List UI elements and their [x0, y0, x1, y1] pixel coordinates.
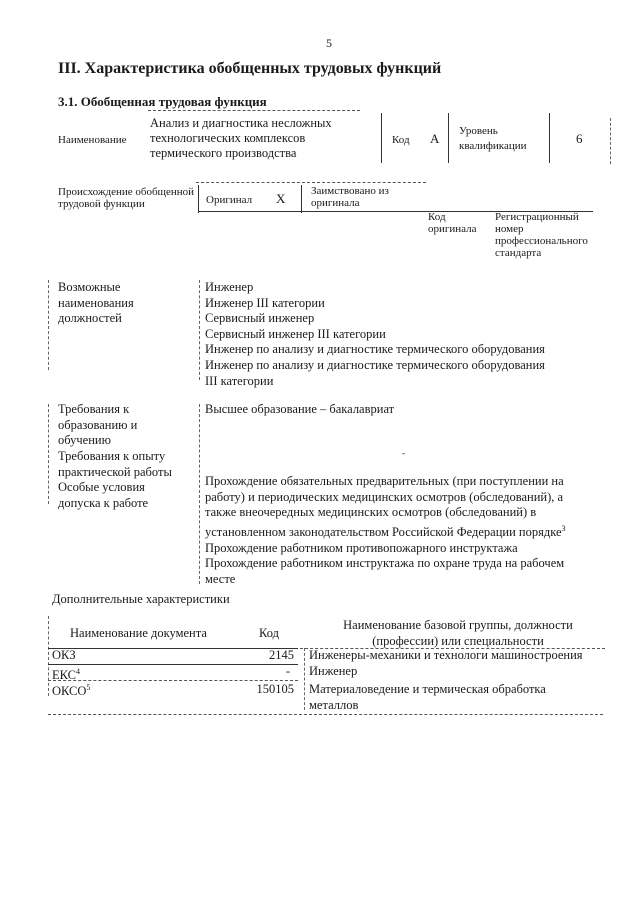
divider: [196, 182, 426, 183]
page-number: 5: [326, 36, 332, 50]
divider: [199, 404, 200, 584]
section-title: III. Характеристика обобщенных трудовых функций: [58, 60, 442, 77]
footnote-mark: 3: [561, 523, 566, 533]
doc-name: ОКЗ: [52, 648, 76, 662]
positions-label: Возможные наименования должностей: [58, 280, 134, 326]
doc-group-name: Инженер: [309, 664, 358, 678]
doc-code: 2145: [269, 648, 294, 662]
borrowed-label: Заимствовано из оригинала: [311, 185, 389, 209]
additional-title: Дополнительные характеристики: [52, 592, 230, 606]
function-name: Анализ и диагностика несложных технологических комплексов термического производства: [150, 116, 332, 160]
position-item: Инженер III категории: [205, 295, 325, 310]
divider: [304, 648, 305, 710]
level-label: Уровень квалификации: [459, 125, 527, 152]
divider: [48, 280, 49, 370]
divider: [48, 404, 49, 504]
position-item: Инженер: [205, 280, 254, 294]
code-label: Код: [392, 134, 410, 146]
level-value: 6: [576, 131, 583, 146]
divider: [549, 113, 550, 163]
divider: [448, 113, 449, 163]
doc-name: ОКСО$^5$: [52, 683, 91, 699]
col-doc-header: Наименование документа: [70, 626, 207, 640]
experience-label: Требования к опыту практической работы: [58, 449, 172, 479]
positions-list: [205, 280, 545, 389]
original-label: Оригинал: [206, 194, 253, 206]
reg-number-label: Регистрационный номер профессионального стандарта: [495, 211, 588, 259]
education-label: Требования к образованию и обучению: [58, 402, 138, 448]
special-conditions-label: Особые условия допуска к работе: [58, 480, 149, 510]
divider: [48, 616, 49, 696]
divider: [198, 185, 199, 213]
special-conditions-list: Прохождение обязательных предварительных (при поступлении на работу) и периодических медицинских осмотров (обследований), а также внеочередных медицинских осмотров (обследований) в установленном законодательством Российской Федерации порядке$^3$ Прохождение работником противопожарного инструктажа Прохождение работником инструктажа по охране труда на рабочем месте: [205, 474, 566, 586]
original-mark: Х: [276, 191, 286, 206]
name-label: Наименование: [58, 134, 127, 146]
doc-code: 150105: [256, 682, 294, 696]
doc-code: -: [285, 664, 290, 678]
position-item: III категории: [205, 373, 274, 388]
doc-group-name: Инженеры-механики и технологи машиностроения: [309, 648, 583, 662]
col-name-header: Наименование базовой группы, должности (профессии) или специальности: [343, 618, 573, 648]
divider: [199, 280, 200, 380]
position-item: Инженер по анализу и диагностике термического оборудования: [205, 342, 545, 357]
divider: [301, 185, 302, 213]
col-code-header: Код: [259, 626, 279, 640]
code-original-label: Код оригинала: [428, 211, 477, 235]
position-item: Сервисный инженер III категории: [205, 326, 386, 341]
doc-group-name: Материаловедение и термическая обработка металлов: [309, 682, 546, 712]
subsection-title: 3.1. Обобщенная трудовая функция: [58, 94, 267, 109]
origin-label: Происхождение обобщенной трудовой функции: [58, 186, 195, 210]
position-item: Инженер по анализу и диагностике термического оборудования: [205, 357, 545, 372]
divider: [148, 110, 360, 111]
doc-name: ЕКС$^4$: [52, 667, 80, 683]
divider: [610, 118, 611, 164]
position-item: Сервисный инженер: [205, 311, 315, 326]
divider: [48, 714, 603, 715]
education-value: Высшее образование – бакалавриат: [205, 402, 395, 416]
code-value: А: [430, 131, 440, 146]
experience-value: -: [402, 448, 405, 458]
divider: [381, 113, 382, 163]
